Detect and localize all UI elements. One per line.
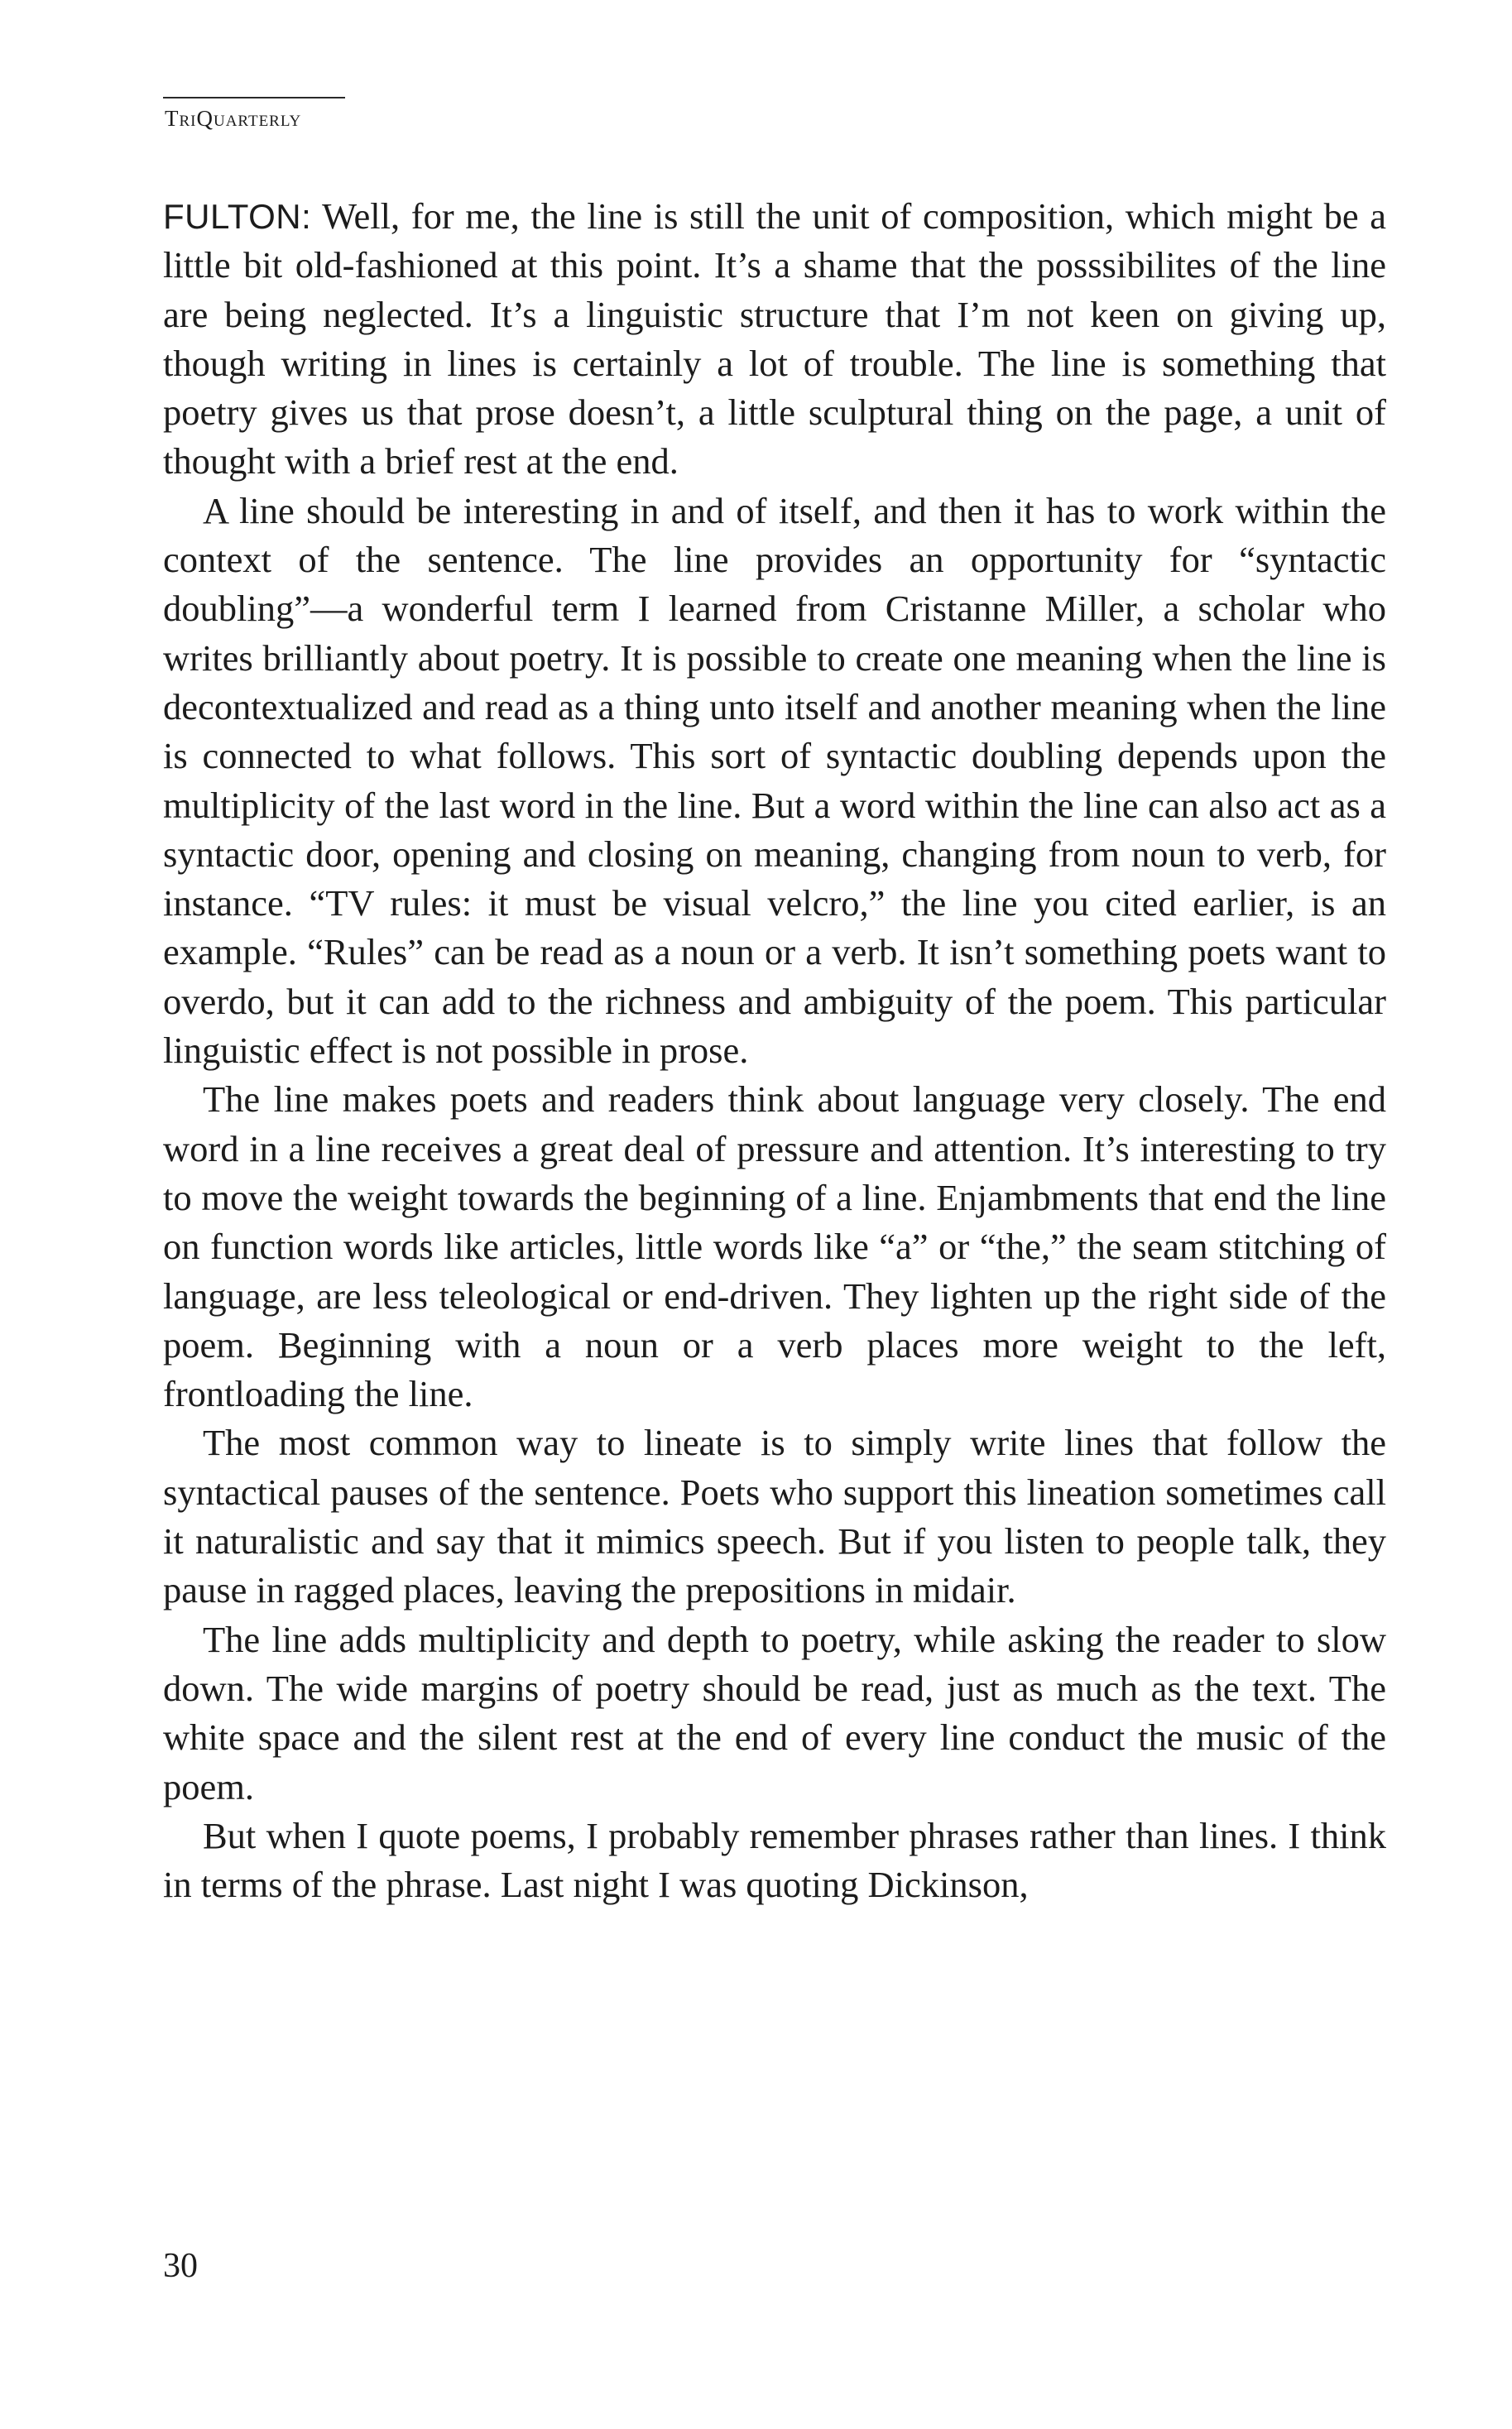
header-rule (163, 97, 345, 98)
paragraph-5: The line adds multiplicity and depth to poetry, while asking the reader to slow down. The wide margins of poetry should be read, just as much as the text. The white space and the silent rest at the end of every line conduct the music of the poem. (163, 1618, 1386, 1807)
paragraph-3: The line makes poets and readers think about language very closely. The end word in a line receives a great deal of pressure and attention. It’s interesting to try to move the weight towards the beginning of a line. Enjambments that end the line on function words like articles, little words like “a” or “the,” the seam stitching of language, are less teleological or end-driven. They lighten up the right side of the poem. Beginning with a noun or a verb places more weight to the left, frontloading the line. (163, 1078, 1386, 1415)
interview-text (163, 192, 1386, 1909)
paragraph-6: But when I quote poems, I probably remember phrases rather than lines. I think in terms of the phrase. Last night I was quoting Dickinson, (163, 1814, 1386, 1906)
running-head: TriQuarterly (165, 106, 302, 131)
speaker-label: FULTON: (163, 197, 312, 236)
paragraph-4: The most common way to lineate is to simply write lines that follow the syntactical pauses of the sentence. Poets who support this lineation sometimes call it naturalistic and say that it mimics speech. But if you listen to people talk, they pause in ragged places, leaving the prepositions in midair. (163, 1422, 1386, 1611)
paragraph-2: A line should be interesting in and of itself, and then it has to work within the context of the sentence. The line provides an opportunity for “syntactic doubling”—a wonderful term I learned from Cristanne Miller, a scholar who writes brilliantly about poetry. It is possible to create one meaning when the line is decontextualized and read as a thing unto itself and another meaning when the line is connected to what follows. This sort of syntactic doubling depends upon the multiplicity of the last word in the line. But a word within the line can also act as a syntactic door, opening and closing on meaning, changing from noun to verb, for instance. “TV rules: it must be visual velcro,” the line you cited earlier, is an example. “Rules” can be read as a noun or a verb. It isn’t something poets want to overdo, but it can add to the richness and ambiguity of the poem. This particular linguistic effect is not possible in prose. (163, 489, 1386, 1072)
page-number: 30 (163, 2247, 198, 2285)
paragraph-1 (163, 192, 1386, 487)
paragraph-1-text: Well, for me, the line is still the unit of composition, which might be a little bit old-fashioned at this point. It’s a shame that the posssibilites of the line are being neglected. It’s a linguistic structure that I’m not keen on giving up, though writing in lines is certainly a lot of trouble. The line is something that poetry gives us that prose doesn’t, a little sculptural thing on the page, a unit of thought with a brief rest at the end. (163, 195, 1386, 482)
